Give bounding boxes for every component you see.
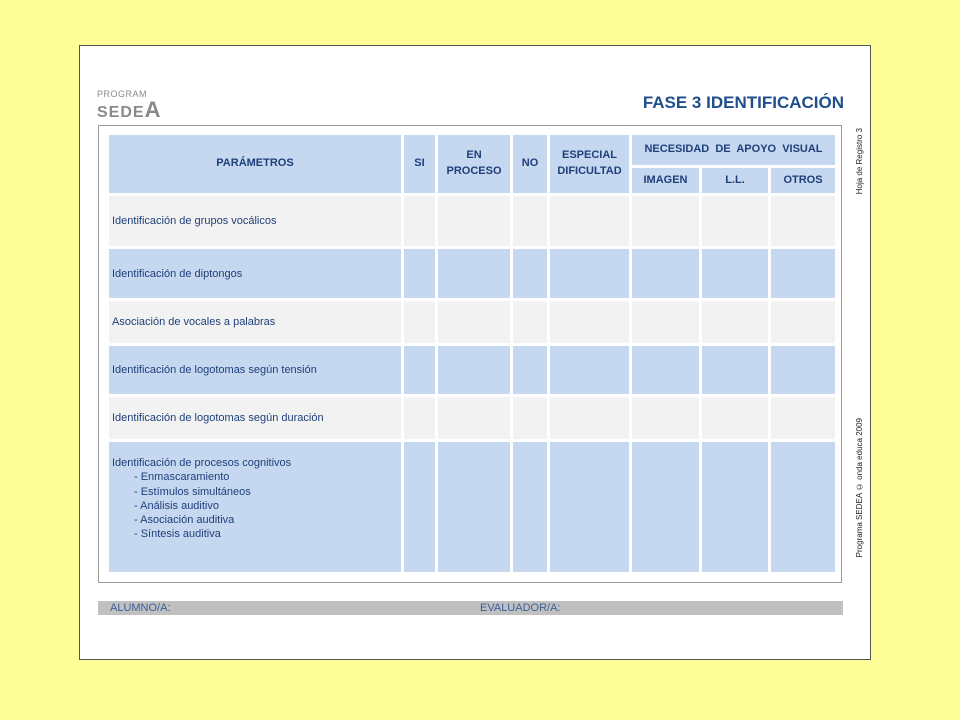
table-row	[109, 301, 835, 343]
table-row	[109, 196, 835, 246]
cell-otros[interactable]	[771, 397, 835, 439]
table-row	[109, 346, 835, 394]
table-frame	[98, 125, 842, 583]
header-imagen: IMAGEN	[632, 168, 699, 193]
cell-si[interactable]	[404, 301, 435, 343]
row-label: Identificación de diptongos	[109, 249, 401, 298]
subitem: - Análisis auditivo	[134, 499, 219, 512]
header-ll: L.L.	[702, 168, 768, 193]
cell-imagen[interactable]	[632, 397, 699, 439]
header-otros: OTROS	[771, 168, 835, 193]
cell-otros[interactable]	[771, 442, 835, 572]
alumno-label: ALUMNO/A:	[110, 602, 171, 614]
cell-si[interactable]	[404, 397, 435, 439]
cell-imagen[interactable]	[632, 301, 699, 343]
cell-no[interactable]	[513, 442, 547, 572]
cell-en-proceso[interactable]	[438, 196, 510, 246]
subitem: - Asociación auditiva	[134, 514, 235, 527]
cell-en-proceso[interactable]	[438, 346, 510, 394]
header-especial-dificultad: ESPECIAL DIFICULTAD	[550, 135, 629, 193]
subitem: - Síntesis auditiva	[134, 528, 221, 541]
cell-especial[interactable]	[550, 301, 629, 343]
cell-no[interactable]	[513, 249, 547, 298]
cell-si[interactable]	[404, 346, 435, 394]
cell-si[interactable]	[404, 196, 435, 246]
cell-si[interactable]	[404, 442, 435, 572]
side-label-copyright: Programa SEDEA © onda educa 2009	[855, 418, 864, 558]
cell-especial[interactable]	[550, 346, 629, 394]
header-en-proceso: EN PROCESO	[438, 135, 510, 193]
cell-especial[interactable]	[550, 249, 629, 298]
cell-ll[interactable]	[702, 397, 768, 439]
cell-imagen[interactable]	[632, 196, 699, 246]
table-row	[109, 249, 835, 298]
cell-ll[interactable]	[702, 249, 768, 298]
cell-no[interactable]	[513, 196, 547, 246]
cell-especial[interactable]	[550, 397, 629, 439]
cell-en-proceso[interactable]	[438, 397, 510, 439]
cell-especial[interactable]	[550, 196, 629, 246]
header-si: SI	[404, 135, 435, 193]
row-label: Identificación de logotomas según duración	[109, 397, 401, 439]
side-label-registro: Hoja de Registro 3	[855, 128, 864, 195]
cell-otros[interactable]	[771, 346, 835, 394]
row-label: Identificación de grupos vocálicos	[109, 196, 401, 246]
header-parametros: PARÁMETROS	[109, 135, 401, 193]
program-sedea-logo: PROGRAM SEDEA	[97, 89, 161, 122]
phase-title: FASE 3 IDENTIFICACIÓN	[642, 93, 844, 112]
subitem: - Enmascaramiento	[134, 471, 230, 484]
cell-otros[interactable]	[771, 301, 835, 343]
header-necesidad-apoyo-visual: NECESIDAD DE APOYO VISUAL	[632, 135, 835, 165]
cell-imagen[interactable]	[632, 346, 699, 394]
subitem: - Estímulos simultáneos	[134, 485, 251, 498]
cell-ll[interactable]	[702, 442, 768, 572]
header-no: NO	[513, 135, 547, 193]
cell-imagen[interactable]	[632, 249, 699, 298]
footer-bar	[98, 601, 843, 615]
cell-otros[interactable]	[771, 249, 835, 298]
cell-ll[interactable]	[702, 196, 768, 246]
cell-no[interactable]	[513, 397, 547, 439]
cell-en-proceso[interactable]	[438, 301, 510, 343]
cell-no[interactable]	[513, 346, 547, 394]
record-sheet	[79, 45, 871, 660]
cell-especial[interactable]	[550, 442, 629, 572]
cell-no[interactable]	[513, 301, 547, 343]
cell-ll[interactable]	[702, 346, 768, 394]
table-row	[109, 442, 835, 572]
cell-en-proceso[interactable]	[438, 442, 510, 572]
row-label: Asociación de vocales a palabras	[109, 301, 401, 343]
assessment-table	[106, 132, 838, 575]
cell-imagen[interactable]	[632, 442, 699, 572]
row-label: Identificación de logotomas según tensión	[109, 346, 401, 394]
cell-otros[interactable]	[771, 196, 835, 246]
cell-en-proceso[interactable]	[438, 249, 510, 298]
table-row	[109, 397, 835, 439]
cell-ll[interactable]	[702, 301, 768, 343]
row-label: Identificación de procesos cognitivos - Enmascaramiento - Estímulos simultáneos - Análisis auditivo - Asociación auditiva - Síntesis auditiva	[109, 442, 401, 572]
evaluador-label: EVALUADOR/A:	[480, 602, 561, 614]
cell-si[interactable]	[404, 249, 435, 298]
